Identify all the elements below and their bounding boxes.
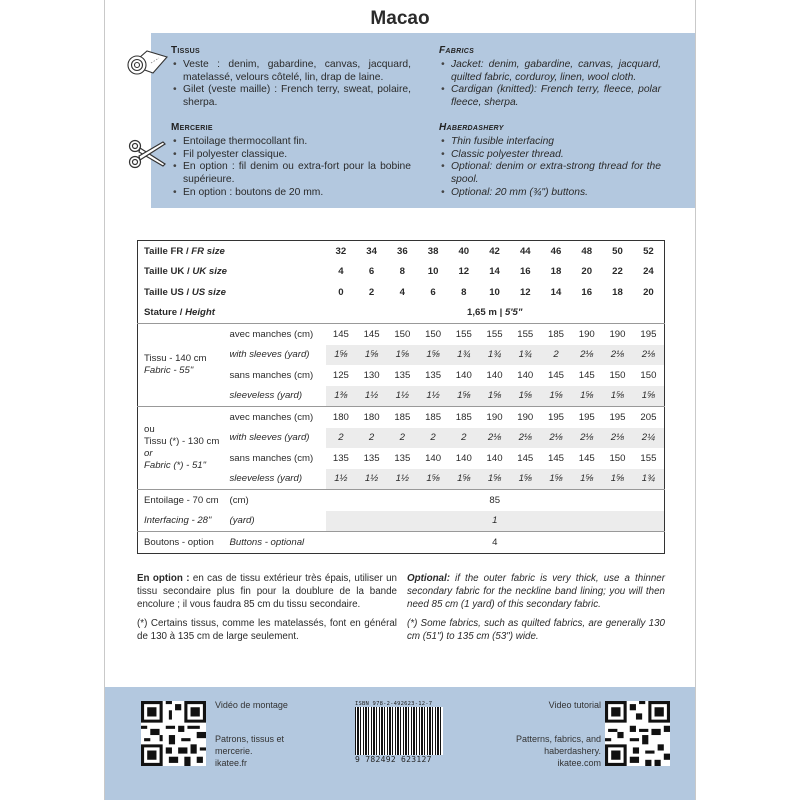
label-en: Height — [185, 307, 215, 319]
fabric-value: 155 — [517, 328, 534, 340]
size-value: 8 — [461, 286, 467, 298]
size-value: 10 — [427, 266, 439, 278]
fabric-value: 140 — [455, 452, 472, 464]
fabric-label: Tissu - 140 cm — [144, 353, 207, 364]
fabric-value: 185 — [387, 407, 418, 428]
size-value: 4 — [338, 266, 344, 278]
fabric-value: 145 — [548, 452, 565, 464]
fabric-value: 150 — [640, 369, 657, 381]
fabric-value: 2 — [541, 345, 572, 366]
fabrics-fr-heading: Tissus — [171, 45, 200, 56]
fabric-value: 2⅛ — [602, 428, 633, 449]
fabric-value: 145 — [517, 452, 534, 464]
fabric-value: 190 — [578, 328, 595, 340]
interfacing-value: 85 — [326, 490, 665, 511]
separator: / — [184, 266, 193, 278]
fabric-value: 185 — [548, 328, 565, 340]
tagline-fr: Patrons, tissus et mercerie. — [215, 734, 285, 756]
haberdashery-fr-section — [171, 122, 411, 200]
size-value: 50 — [612, 245, 623, 257]
size-value: 36 — [397, 245, 408, 257]
fabric-value: 1⅝ — [418, 469, 449, 490]
haberdashery-fr-item: • Entoilage thermocollant fin. — [183, 136, 411, 149]
size-value: 20 — [643, 286, 654, 298]
fabric-value: 190 — [609, 328, 626, 340]
fabric-value: 140 — [455, 369, 472, 381]
fabric-value: 2⅛ — [571, 345, 602, 366]
fabric-value: 135 — [425, 369, 442, 381]
fabric-value: 135 — [394, 369, 411, 381]
size-value: 32 — [335, 245, 347, 257]
separator: / — [183, 286, 192, 298]
fabric-value: 1⅝ — [510, 386, 541, 407]
fabric-value: 185 — [418, 407, 449, 428]
fabric-width-label — [138, 324, 226, 407]
fabric-value: 1⅝ — [448, 469, 479, 490]
label-en: US size — [191, 286, 226, 298]
fabric-value: 1¾ — [510, 345, 541, 366]
fabric-value: 1⅝ — [418, 345, 449, 366]
label-en: FR size — [191, 245, 225, 257]
fabric-value: 1¾ — [448, 345, 479, 366]
interfacing-value-en: 1 — [326, 511, 665, 532]
notes-fr — [137, 573, 397, 651]
barcode-number: 9 782492 623127 — [355, 755, 432, 764]
interfacing-unit: (cm) — [226, 490, 326, 511]
row-unit-label: avec manches (cm) — [226, 407, 326, 428]
size-value: 38 — [427, 245, 439, 257]
fabrics-fr-item: • Veste : denim, gabardine, canvas, jacquard, matelassé, velours côtelé, lin, drap de laine. — [183, 59, 411, 85]
separator: | — [496, 307, 505, 319]
size-value: 34 — [366, 245, 377, 257]
fabric-value: 140 — [486, 452, 503, 464]
fabric-label: or — [144, 448, 153, 459]
fabric-label: Fabric (*) - 51" — [144, 460, 207, 471]
fabric-value: 130 — [363, 369, 380, 381]
haberdashery-en-section — [439, 122, 661, 200]
fabric-value: 145 — [578, 452, 595, 464]
size-value: 6 — [430, 286, 436, 298]
fabric-value: 2 — [387, 428, 418, 449]
haberdashery-fr-item: • En option : fil denim ou extra-fort pour la bobine supérieure. — [183, 161, 411, 187]
buttons-label: Boutons - option — [138, 532, 226, 554]
fabric-value: 155 — [455, 328, 472, 340]
fabric-value: 190 — [479, 407, 510, 428]
fabric-value: 1⅝ — [571, 469, 602, 490]
fabric-value: 1⅝ — [541, 469, 572, 490]
size-value: 0 — [338, 286, 344, 298]
row-unit-label: sans manches (cm) — [229, 369, 314, 381]
fabric-roll-icon — [125, 43, 169, 83]
interfacing-row-en — [138, 511, 665, 532]
size-value: 48 — [581, 245, 593, 257]
qr-code-fr[interactable] — [141, 701, 206, 766]
fabrics-en-item: • Jacket: denim, gabardine, canvas, jacquard, quilted fabric, corduroy, linen, wool cloth. — [451, 59, 661, 85]
haberdashery-fr-item: • En option : boutons de 20 mm. — [183, 187, 411, 200]
fabric-value: 195 — [571, 407, 602, 428]
fabric-value: 2⅛ — [571, 428, 602, 449]
fabric-value: 145 — [578, 369, 595, 381]
height-imperial: 5'5" — [504, 307, 523, 319]
fabric-value: 150 — [425, 328, 442, 340]
size-value: 16 — [581, 286, 593, 298]
fabric-value: 155 — [640, 452, 657, 464]
note-fr-footnote: (*) Certains tissus, comme les matelassés, font en général de 130 à 135 cm de large seulement. — [137, 618, 397, 643]
isbn-text: ISBN 978-2-492623-12-7 — [355, 701, 433, 707]
fabrics-en-heading: Fabrics — [439, 45, 475, 56]
note-en-optional-label: Optional: — [407, 573, 450, 584]
label-fr: Taille FR — [144, 245, 184, 257]
size-value: 46 — [550, 245, 562, 257]
fabric-value: 180 — [356, 407, 387, 428]
page-title: Macao — [370, 8, 430, 29]
haberdashery-en-item: • Optional: denim or extra-strong thread for the spool. — [451, 161, 661, 187]
site-fr[interactable]: ikatee.fr — [215, 758, 248, 768]
fabric-value: 140 — [425, 452, 442, 464]
materials-panel — [151, 33, 695, 208]
size-value: 4 — [399, 286, 405, 298]
row-unit-label: sans manches (cm) — [229, 452, 314, 464]
size-value: 14 — [489, 266, 500, 278]
label-fr: Stature — [144, 307, 178, 319]
size-row-label — [138, 262, 326, 283]
fabric-value: 1⅝ — [387, 345, 418, 366]
fabric-value: 1⅝ — [541, 386, 572, 407]
size-row-fr — [138, 241, 665, 262]
isbn-barcode — [355, 701, 443, 764]
fabrics-fr-section — [171, 45, 411, 110]
fabric-value: 1½ — [387, 469, 418, 490]
qr-code-en[interactable] — [605, 701, 670, 766]
fabrics-en-item: • Cardigan (knitted): French terry, fleece, polar fleece, sherpa. — [451, 84, 661, 110]
size-value: 18 — [550, 266, 562, 278]
fabric-value: 125 — [332, 369, 349, 381]
fabric-value: 150 — [609, 452, 626, 464]
fabric-value: 150 — [394, 328, 411, 340]
fabric-value: 2 — [448, 428, 479, 449]
fabric-value: 185 — [448, 407, 479, 428]
fabric-value: 140 — [517, 369, 534, 381]
fabric-value: 1⅝ — [602, 469, 633, 490]
fabric-value: 180 — [326, 407, 357, 428]
fabrics-en-section — [439, 45, 661, 110]
fabric-value: 1½ — [418, 386, 449, 407]
interfacing-label: Entoilage - 70 cm — [138, 490, 226, 511]
size-value: 22 — [612, 266, 623, 278]
fabric-value: 2⅛ — [479, 428, 510, 449]
size-value: 20 — [581, 266, 593, 278]
haberdashery-fr-heading: Mercerie — [171, 122, 213, 133]
size-value: 24 — [643, 266, 654, 278]
fabric-value: 1⅝ — [633, 386, 665, 407]
note-fr-optional-text: en cas de tissu extérieur très épais, utiliser un tissu secondaire plus fin pour la doublure de la bande encolure ; il vous faudra 85 cm du tissu secondaire. — [137, 573, 397, 610]
fabric-value: 195 — [541, 407, 572, 428]
size-chart-table — [137, 240, 665, 554]
fabric-value: 190 — [510, 407, 541, 428]
fabric-value: 195 — [640, 328, 657, 340]
size-row-label — [138, 241, 326, 262]
size-value: 12 — [519, 286, 531, 298]
fabric-value: 1⅝ — [479, 386, 510, 407]
size-value: 18 — [612, 286, 623, 298]
site-en[interactable]: ikatee.com — [557, 758, 601, 768]
size-row-uk — [138, 262, 665, 283]
fabric-value: 2⅛ — [510, 428, 541, 449]
footer-band — [105, 687, 695, 800]
label-fr: Taille UK — [144, 266, 185, 278]
size-value: 10 — [489, 286, 500, 298]
height-label — [138, 303, 326, 324]
row-unit-label: avec manches (cm) — [229, 328, 314, 340]
size-value: 16 — [519, 266, 531, 278]
fabric-label: Fabric - 55" — [144, 365, 194, 376]
fabric-row — [138, 324, 665, 345]
fabric-width-label — [138, 407, 226, 490]
separator: / — [183, 245, 192, 257]
size-value: 8 — [399, 266, 405, 278]
fabric-value: 2⅛ — [602, 345, 633, 366]
fabrics-fr-item: • Gilet (veste maille) : French terry, sweat, polaire, sherpa. — [183, 84, 411, 110]
haberdashery-fr-item: • Fil polyester classique. — [183, 149, 411, 162]
interfacing-unit-en: (yard) — [229, 515, 255, 527]
size-row-label — [138, 282, 326, 303]
fabric-value: 1⅝ — [356, 345, 387, 366]
tagline-en: Patterns, fabrics, and haberdashery. — [515, 734, 601, 756]
fabric-value: 2 — [356, 428, 387, 449]
row-unit-label: with sleeves (yard) — [229, 349, 310, 361]
interfacing-row — [138, 490, 665, 511]
video-label-en: Video tutorial — [548, 700, 601, 710]
fabric-value: 140 — [486, 369, 503, 381]
fabric-value: 135 — [363, 452, 380, 464]
height-value — [326, 303, 665, 324]
fabric-value: 1⅝ — [571, 386, 602, 407]
fabric-value: 1½ — [387, 386, 418, 407]
fabric-value: 1¾ — [479, 345, 510, 366]
size-value: 12 — [458, 266, 470, 278]
fabric-value: 2 — [326, 428, 357, 449]
fabric-value: 1⅜ — [326, 386, 357, 407]
fabric-value: 1⅝ — [602, 386, 633, 407]
barcode-bars — [355, 707, 443, 755]
fabric-value: 2¼ — [633, 428, 665, 449]
fabric-value: 1½ — [326, 469, 357, 490]
note-en-optional-text: if the outer fabric is very thick, use a thinner secondary fabric for the neckline band lining; you will then need 85 cm (1 yard) of this secondary fabric. — [407, 573, 665, 610]
note-fr-optional-label: En option : — [137, 573, 190, 584]
fabric-label: ou — [144, 424, 155, 435]
fabric-value: 205 — [633, 407, 665, 428]
fabric-value: 150 — [609, 369, 626, 381]
size-value: 52 — [643, 245, 654, 257]
fabric-value: 135 — [332, 452, 349, 464]
row-unit-label: sleeveless (yard) — [229, 473, 303, 485]
buttons-label-en: Buttons - optional — [226, 532, 326, 554]
fabric-value: 1⅝ — [448, 386, 479, 407]
size-value: 42 — [489, 245, 500, 257]
size-row-us — [138, 282, 665, 303]
height-row — [138, 303, 665, 324]
pattern-back-cover — [104, 0, 696, 800]
fabric-value: 2⅛ — [541, 428, 572, 449]
haberdashery-en-item: • Optional: 20 mm (¾") buttons. — [451, 187, 661, 200]
fabric-value: 145 — [332, 328, 349, 340]
row-unit-label: with sleeves (yard) — [229, 432, 310, 444]
scissors-icon — [127, 134, 171, 174]
fabric-value: 1⅝ — [326, 345, 357, 366]
haberdashery-en-heading: Haberdashery — [439, 122, 504, 133]
size-value: 6 — [368, 266, 375, 278]
height-metric: 1,65 m — [467, 307, 497, 319]
fabric-value: 1¾ — [633, 469, 665, 490]
fabric-value: 2 — [418, 428, 449, 449]
fabric-value: 1½ — [356, 469, 387, 490]
fabric-value: 2⅛ — [633, 345, 665, 366]
note-en-footnote: (*) Some fabrics, such as quilted fabrics, are generally 130 cm (51") to 135 cm (53") wide. — [407, 618, 665, 643]
fabric-value: 145 — [363, 328, 380, 340]
row-unit-label: sleeveless (yard) — [229, 390, 303, 402]
haberdashery-en-item: • Thin fusible interfacing — [451, 136, 661, 149]
size-value: 40 — [458, 245, 470, 257]
interfacing-label-en: Interfacing - 28" — [144, 515, 212, 527]
fabric-value: 1⅝ — [510, 469, 541, 490]
size-value: 2 — [368, 286, 375, 298]
notes-en — [407, 573, 665, 651]
fabric-value: 1½ — [356, 386, 387, 407]
fabric-value: 1⅝ — [479, 469, 510, 490]
separator: / — [177, 307, 186, 319]
haberdashery-en-item: • Classic polyester thread. — [451, 149, 661, 162]
label-en: UK size — [192, 266, 227, 278]
size-value: 14 — [550, 286, 562, 298]
fabric-value: 195 — [602, 407, 633, 428]
buttons-value: 4 — [326, 532, 665, 554]
fabric-label: Tissu (*) - 130 cm — [144, 436, 220, 447]
label-fr: Taille US — [144, 286, 184, 298]
video-label-fr: Vidéo de montage — [215, 700, 288, 710]
fabric-row — [138, 407, 665, 428]
fabric-value: 155 — [486, 328, 503, 340]
fabric-value: 145 — [548, 369, 565, 381]
size-value: 44 — [519, 245, 531, 257]
fabric-value: 135 — [394, 452, 411, 464]
buttons-row — [138, 532, 665, 554]
